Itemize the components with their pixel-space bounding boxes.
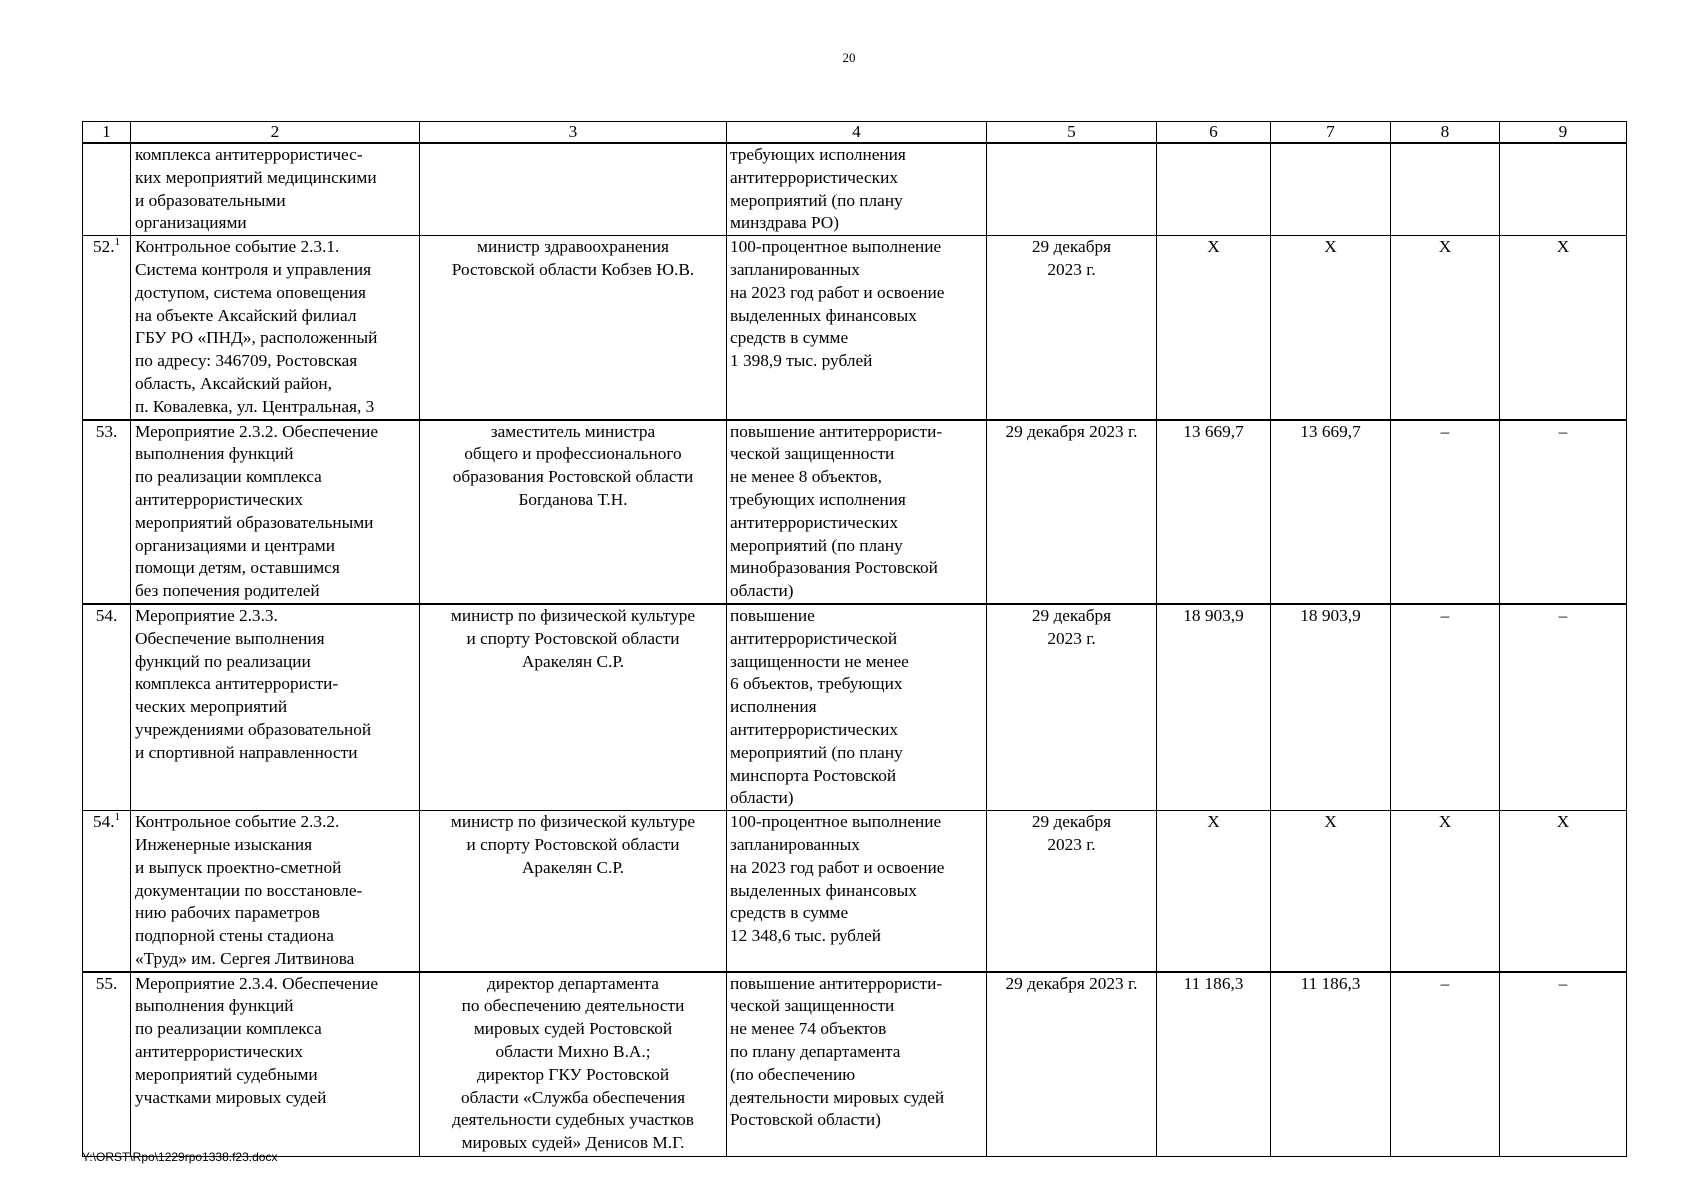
amount-total: 18 903,9 — [1157, 604, 1271, 811]
column-header: 5 — [987, 122, 1157, 144]
amount-federal: X — [1391, 236, 1500, 420]
deadline: 29 декабря 2023 г. — [987, 236, 1157, 420]
row-number: 55. — [83, 972, 131, 1157]
row-number: 54.$^1$ — [83, 811, 131, 972]
amount-other: X — [1500, 811, 1627, 972]
responsible-person: министр по физической культуре и спорту Ростовской области Аракелян С.Р. — [420, 604, 727, 811]
responsible-person: заместитель министра общего и профессионального образования Ростовской области Богданова Т.Н. — [420, 420, 727, 604]
column-header: 1 — [83, 122, 131, 144]
amount-total: X — [1157, 811, 1271, 972]
file-path-footer: Y:\ORST\Rpo\1229rpo1338.f23.docx — [82, 1150, 278, 1164]
expected-result: повышение антитеррористи- ческой защищенности не менее 8 объектов, требующих исполнения антитеррористических мероприятий (по плану минобразования Ростовской области) — [727, 420, 987, 604]
amount-regional: X — [1271, 811, 1391, 972]
amount-other: – — [1500, 972, 1627, 1157]
expected-result: требующих исполнения антитеррористических мероприятий (по плану минздрава РО) — [727, 143, 987, 236]
column-header: 4 — [727, 122, 987, 144]
activity-name: Мероприятие 2.3.4. Обеспечение выполнения функций по реализации комплекса антитеррористических мероприятий судебными участками мировых судей — [131, 972, 420, 1157]
amount-federal: – — [1391, 972, 1500, 1157]
column-header: 3 — [420, 122, 727, 144]
table-row — [83, 811, 1627, 972]
expected-result: 100-процентное выполнение запланированных на 2023 год работ и освоение выделенных финансовых средств в сумме 1 398,9 тыс. рублей — [727, 236, 987, 420]
expected-result: 100-процентное выполнение запланированных на 2023 год работ и освоение выделенных финансовых средств в сумме 12 348,6 тыс. рублей — [727, 811, 987, 972]
plan-table — [82, 121, 1627, 1157]
column-number-row — [83, 122, 1627, 144]
table-row — [83, 604, 1627, 811]
amount-total: X — [1157, 236, 1271, 420]
amount-federal: X — [1391, 811, 1500, 972]
column-header: 2 — [131, 122, 420, 144]
deadline: 29 декабря 2023 г. — [987, 604, 1157, 811]
table-row — [83, 420, 1627, 604]
amount-regional: 13 669,7 — [1271, 420, 1391, 604]
expected-result: повышение антитеррористи- ческой защищенности не менее 74 объектов по плану департамента (по обеспечению деятельности мировых судей Ростовской области) — [727, 972, 987, 1157]
activity-name: Мероприятие 2.3.3. Обеспечение выполнения функций по реализации комплекса антитеррористи- ческих мероприятий учреждениями образовательной и спортивной направленности — [131, 604, 420, 811]
table-row — [83, 972, 1627, 1157]
responsible-person: министр по физической культуре и спорту Ростовской области Аракелян С.Р. — [420, 811, 727, 972]
column-header: 6 — [1157, 122, 1271, 144]
deadline: 29 декабря 2023 г. — [987, 972, 1157, 1157]
row-number: 52.$^1$ — [83, 236, 131, 420]
amount-other: X — [1500, 236, 1627, 420]
responsible-person — [420, 143, 727, 236]
amount-total: 13 669,7 — [1157, 420, 1271, 604]
deadline — [987, 143, 1157, 236]
amount-regional — [1271, 143, 1391, 236]
column-header: 7 — [1271, 122, 1391, 144]
amount-regional: 18 903,9 — [1271, 604, 1391, 811]
activity-name: Контрольное событие 2.3.2. Инженерные изыскания и выпуск проектно-сметной документации по восстановле- нию рабочих параметров подпорной стены стадиона «Труд» им. Сергея Литвинова — [131, 811, 420, 972]
row-number: 54. — [83, 604, 131, 811]
amount-federal: – — [1391, 420, 1500, 604]
amount-other: – — [1500, 604, 1627, 811]
table-row — [83, 143, 1627, 236]
table-row — [83, 236, 1627, 420]
amount-total — [1157, 143, 1271, 236]
activity-name: Мероприятие 2.3.2. Обеспечение выполнения функций по реализации комплекса антитеррористических мероприятий образовательными организациями и центрами помощи детям, оставшимся без попечения родителей — [131, 420, 420, 604]
amount-federal: – — [1391, 604, 1500, 811]
amount-other — [1500, 143, 1627, 236]
activity-name: Контрольное событие 2.3.1. Система контроля и управления доступом, система оповещения на объекте Аксайский филиал ГБУ РО «ПНД», расположенный по адресу: 346709, Ростовская область, Аксайский район, п. Ковалевка, ул. Центральная, 3 — [131, 236, 420, 420]
column-header: 9 — [1500, 122, 1627, 144]
page-number: 20 — [842, 50, 856, 65]
amount-regional: 11 186,3 — [1271, 972, 1391, 1157]
column-header: 8 — [1391, 122, 1500, 144]
row-number: 53. — [83, 420, 131, 604]
responsible-person: директор департамента по обеспечению деятельности мировых судей Ростовской области Михно В.А.; директор ГКУ Ростовской области «Служба обеспечения деятельности судебных участков мировых судей» Денисов М.Г. — [420, 972, 727, 1157]
expected-result: повышение антитеррористической защищенности не менее 6 объектов, требующих исполнения антитеррористических мероприятий (по плану минспорта Ростовской области) — [727, 604, 987, 811]
deadline: 29 декабря 2023 г. — [987, 420, 1157, 604]
amount-total: 11 186,3 — [1157, 972, 1271, 1157]
amount-federal — [1391, 143, 1500, 236]
amount-regional: X — [1271, 236, 1391, 420]
amount-other: – — [1500, 420, 1627, 604]
activity-name: комплекса антитеррористичес- ких мероприятий медицинскими и образовательными организациями — [131, 143, 420, 236]
row-number — [83, 143, 131, 236]
responsible-person: министр здравоохранения Ростовской области Кобзев Ю.В. — [420, 236, 727, 420]
deadline: 29 декабря 2023 г. — [987, 811, 1157, 972]
